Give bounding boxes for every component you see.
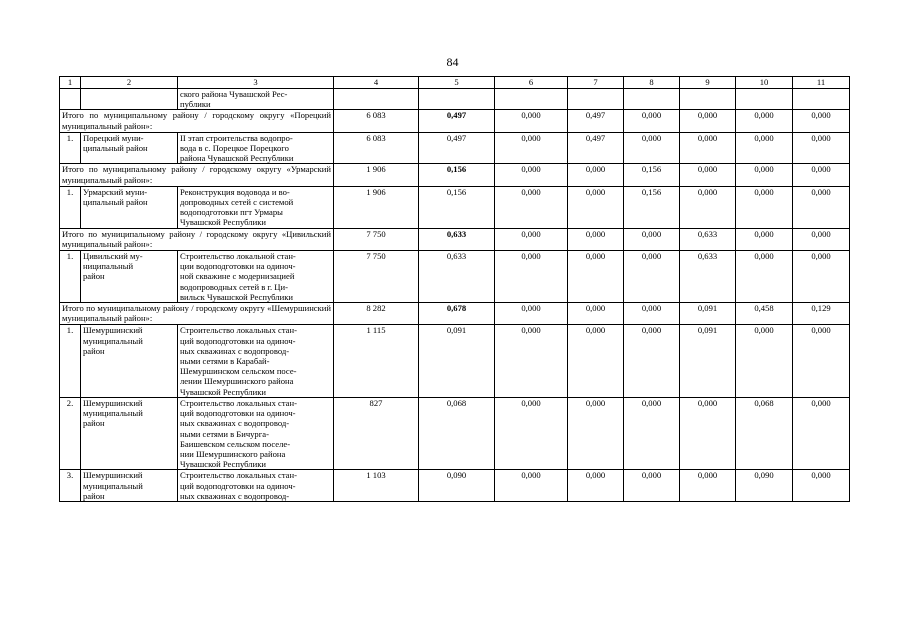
header-cell: 3 <box>178 77 334 89</box>
table-row <box>60 470 850 502</box>
value-cell: 0,090 <box>736 470 793 502</box>
object-cell: Строительство локальных стан- ций водоподготовки на одиноч- ных скважинах с водопровод- ными сетями в Бичурга- Баишевском сельском поселе- нии Шемуршинского района Чувашской Республики <box>178 397 334 469</box>
value-cell: 0,458 <box>736 303 793 325</box>
subtotal-row <box>60 164 850 186</box>
value-cell: 0,000 <box>495 228 568 250</box>
value-cell: 0,000 <box>793 186 850 228</box>
value-cell: 0,633 <box>419 251 495 303</box>
table-cell <box>81 89 178 110</box>
total-cell: 7 750 <box>334 251 419 303</box>
value-cell: 0,156 <box>624 164 680 186</box>
header-cell: 4 <box>334 77 419 89</box>
value-cell: 0,000 <box>495 303 568 325</box>
value-cell: 0,000 <box>568 228 624 250</box>
subtotal-value: 0,678 <box>419 303 495 325</box>
value-cell: 0,000 <box>736 228 793 250</box>
value-cell: 0,000 <box>793 132 850 164</box>
district-cell: Урмарский муни- ципальный район <box>81 186 178 228</box>
total-cell: 1 906 <box>334 186 419 228</box>
continuation-row <box>60 89 850 110</box>
value-cell: 0,000 <box>495 325 568 397</box>
value-cell: 0,000 <box>568 470 624 502</box>
value-cell: 0,068 <box>419 397 495 469</box>
district-cell: Порецкий муни- ципальный район <box>81 132 178 164</box>
table-cell <box>624 89 680 110</box>
total-cell: 827 <box>334 397 419 469</box>
value-cell: 0,000 <box>495 132 568 164</box>
header-cell: 8 <box>624 77 680 89</box>
subtotal-value: 0,497 <box>419 110 495 132</box>
value-cell: 0,000 <box>793 397 850 469</box>
object-cell: ского района Чувашской Рес- публики <box>178 89 334 110</box>
value-cell: 0,000 <box>793 164 850 186</box>
row-number: 1. <box>60 186 81 228</box>
table-cell <box>334 89 419 110</box>
total-cell: 6 083 <box>334 132 419 164</box>
value-cell: 0,000 <box>568 325 624 397</box>
value-cell: 0,000 <box>624 397 680 469</box>
table-cell <box>60 89 81 110</box>
district-cell: Шемуршинский муниципальный район <box>81 325 178 397</box>
table-cell <box>793 89 850 110</box>
value-cell: 0,000 <box>680 470 736 502</box>
value-cell: 0,090 <box>419 470 495 502</box>
table-cell <box>568 89 624 110</box>
value-cell: 0,091 <box>419 325 495 397</box>
value-cell: 0,000 <box>680 397 736 469</box>
total-cell: 1 115 <box>334 325 419 397</box>
object-cell: Строительство локальных стан- ций водоподготовки на одиноч- ных скважинах с водопровод- <box>178 470 334 502</box>
value-cell: 0,000 <box>680 132 736 164</box>
value-cell: 0,000 <box>495 186 568 228</box>
value-cell: 0,497 <box>568 110 624 132</box>
table-cell <box>680 89 736 110</box>
value-cell: 0,000 <box>495 397 568 469</box>
value-cell: 0,000 <box>624 228 680 250</box>
value-cell: 0,156 <box>419 186 495 228</box>
value-cell: 0,000 <box>495 164 568 186</box>
subtotal-total: 6 083 <box>334 110 419 132</box>
table-row <box>60 397 850 469</box>
district-cell: Шемуршинский муниципальный район <box>81 470 178 502</box>
value-cell: 0,497 <box>419 132 495 164</box>
header-row <box>60 77 850 89</box>
value-cell: 0,000 <box>793 110 850 132</box>
value-cell: 0,000 <box>568 186 624 228</box>
table-cell <box>736 89 793 110</box>
subtotal-row <box>60 228 850 250</box>
value-cell: 0,000 <box>736 110 793 132</box>
header-cell: 9 <box>680 77 736 89</box>
value-cell: 0,000 <box>624 251 680 303</box>
value-cell: 0,000 <box>736 186 793 228</box>
table-cell <box>495 89 568 110</box>
row-number: 1. <box>60 325 81 397</box>
table-row <box>60 325 850 397</box>
table-row <box>60 251 850 303</box>
subtotal-row <box>60 110 850 132</box>
object-cell: Реконструкция водовода и во- допроводных сетей с системой водоподготовки пгт Урмары Чувашской Республики <box>178 186 334 228</box>
value-cell: 0,000 <box>568 397 624 469</box>
value-cell: 0,000 <box>736 132 793 164</box>
page-number: 84 <box>446 55 459 69</box>
value-cell: 0,000 <box>793 325 850 397</box>
value-cell: 0,129 <box>793 303 850 325</box>
subtotal-label: Итого по муниципальному району / городскому округу «Урмарский муниципальный район»: <box>60 164 334 186</box>
row-number: 1. <box>60 251 81 303</box>
value-cell: 0,156 <box>624 186 680 228</box>
subtotal-total: 1 906 <box>334 164 419 186</box>
header-cell: 5 <box>419 77 495 89</box>
value-cell: 0,000 <box>568 303 624 325</box>
row-number: 2. <box>60 397 81 469</box>
value-cell: 0,000 <box>680 186 736 228</box>
subtotal-label: Итого по муниципальному району / городскому округу «Шемуршинский муниципальный район»: <box>60 303 334 325</box>
value-cell: 0,633 <box>680 251 736 303</box>
district-cell: Шемуршинский муниципальный район <box>81 397 178 469</box>
header-cell: 11 <box>793 77 850 89</box>
district-cell: Цивильский му- ниципальный район <box>81 251 178 303</box>
object-cell: II этап строительства водопро- вода в с. Порецкое Порецкого района Чувашской Республики <box>178 132 334 164</box>
value-cell: 0,000 <box>736 164 793 186</box>
value-cell: 0,000 <box>793 228 850 250</box>
header-cell: 10 <box>736 77 793 89</box>
value-cell: 0,000 <box>624 110 680 132</box>
value-cell: 0,000 <box>624 132 680 164</box>
value-cell: 0,000 <box>495 470 568 502</box>
value-cell: 0,000 <box>624 325 680 397</box>
row-number: 1. <box>60 132 81 164</box>
subtotal-label: Итого по муниципальному району / городскому округу «Цивильский муниципальный район»: <box>60 228 334 250</box>
value-cell: 0,000 <box>736 251 793 303</box>
subtotal-label: Итого по муниципальному району / городскому округу «Порецкий муниципальный район»: <box>60 110 334 132</box>
table-row <box>60 186 850 228</box>
header-cell: 6 <box>495 77 568 89</box>
value-cell: 0,497 <box>568 132 624 164</box>
investment-table <box>59 76 850 502</box>
table-row <box>60 132 850 164</box>
subtotal-value: 0,156 <box>419 164 495 186</box>
row-number: 3. <box>60 470 81 502</box>
header-cell: 1 <box>60 77 81 89</box>
value-cell: 0,000 <box>736 325 793 397</box>
value-cell: 0,000 <box>680 164 736 186</box>
subtotal-row <box>60 303 850 325</box>
value-cell: 0,068 <box>736 397 793 469</box>
value-cell: 0,000 <box>624 470 680 502</box>
value-cell: 0,000 <box>495 110 568 132</box>
value-cell: 0,091 <box>680 325 736 397</box>
header-cell: 7 <box>568 77 624 89</box>
table-cell <box>419 89 495 110</box>
value-cell: 0,000 <box>495 251 568 303</box>
value-cell: 0,633 <box>680 228 736 250</box>
value-cell: 0,000 <box>568 164 624 186</box>
total-cell: 1 103 <box>334 470 419 502</box>
value-cell: 0,000 <box>793 470 850 502</box>
value-cell: 0,000 <box>680 110 736 132</box>
header-cell: 2 <box>81 77 178 89</box>
value-cell: 0,000 <box>624 303 680 325</box>
value-cell: 0,000 <box>793 251 850 303</box>
object-cell: Строительство локальной стан- ции водоподготовки на одиноч- ной скважине с модернизацией водопроводных сетей в г. Ци- вильск Чувашской Республики <box>178 251 334 303</box>
subtotal-total: 7 750 <box>334 228 419 250</box>
subtotal-value: 0,633 <box>419 228 495 250</box>
value-cell: 0,000 <box>568 251 624 303</box>
object-cell: Строительство локальных стан- ций водоподготовки на одиноч- ных скважинах с водопровод- ными сетями в Карабай- Шемуршинском сельском посе- лении Шемуршинского района Чувашской Республики <box>178 325 334 397</box>
value-cell: 0,091 <box>680 303 736 325</box>
subtotal-total: 8 282 <box>334 303 419 325</box>
